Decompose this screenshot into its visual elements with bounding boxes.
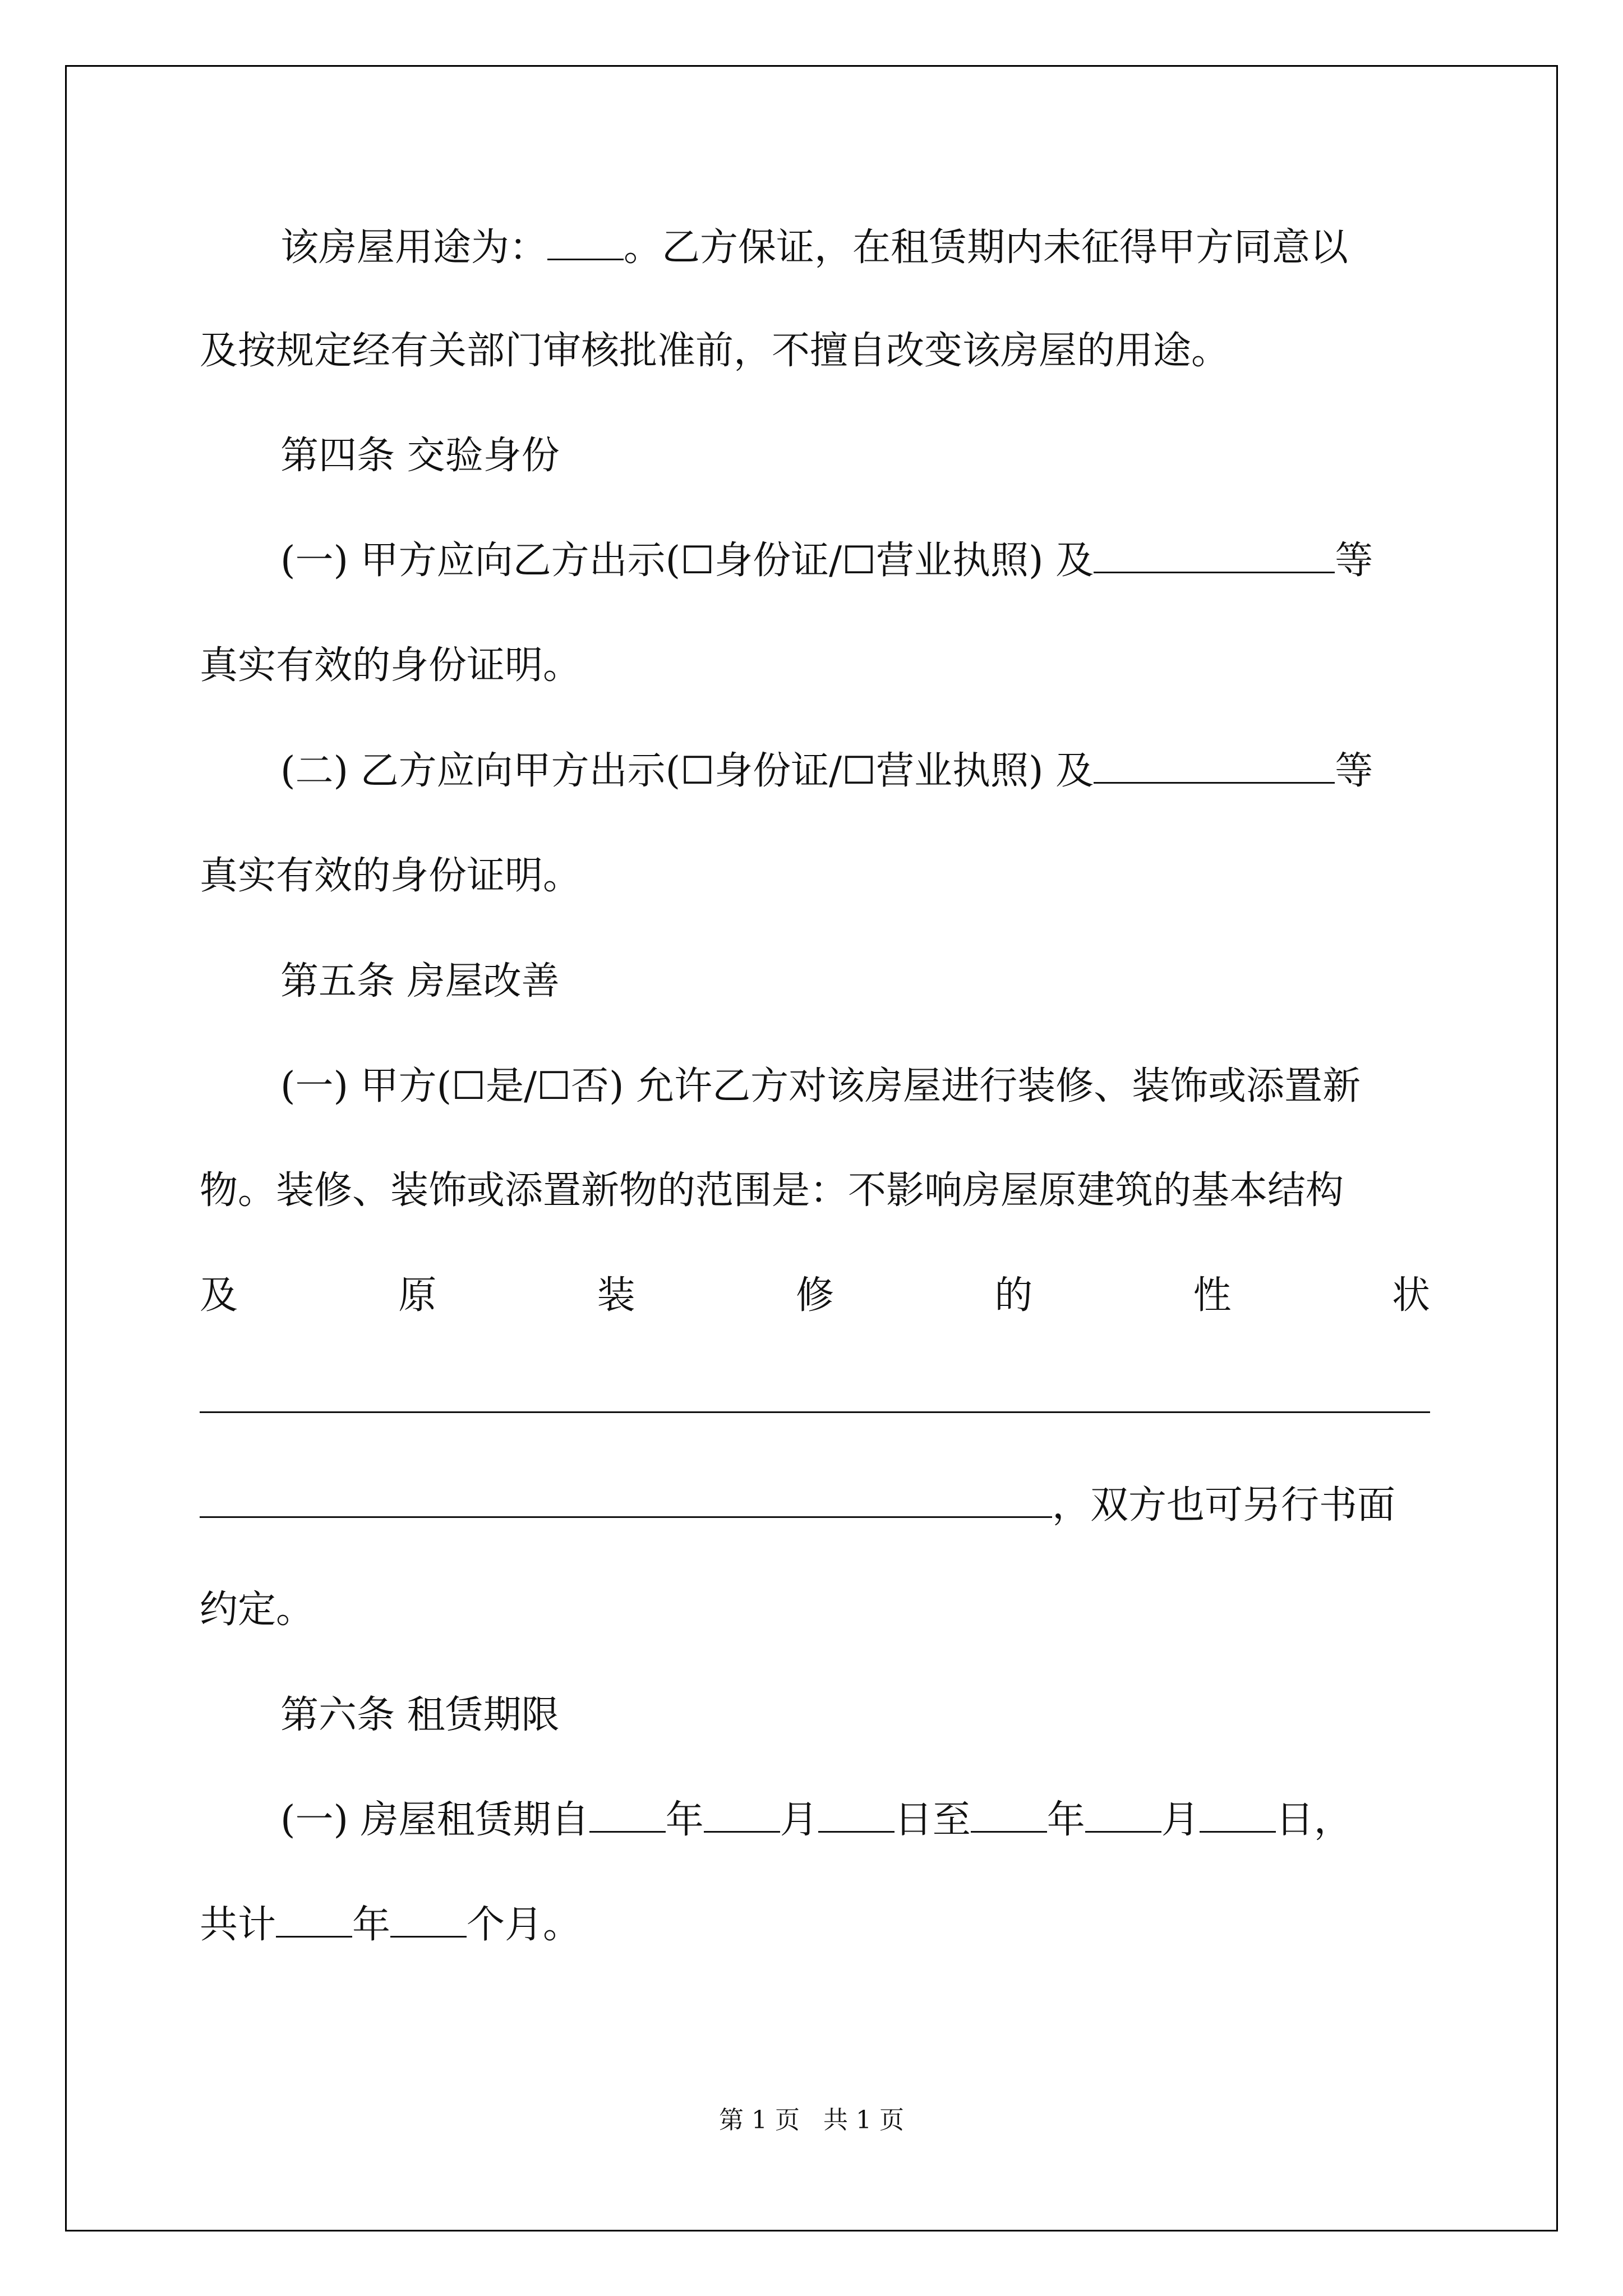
text-segment: 月 — [1161, 1798, 1200, 1842]
char: 及 — [200, 1273, 238, 1318]
fill-blank[interactable] — [1200, 1797, 1276, 1833]
char: 状 — [1391, 1273, 1430, 1318]
text-line: 物。装修、装饰或添置新物的范围是：不影响房屋原建筑的基本结构 — [200, 1168, 1344, 1213]
text-segment: 年 — [352, 1903, 391, 1947]
fill-blank[interactable] — [818, 1797, 895, 1833]
text-line: 及按规定经有关部门审核批准前，不擅自改变该房屋的用途。 — [200, 329, 1230, 373]
text-segment: 。乙方保证，在租赁期内未征得甲方同意以 — [624, 226, 1349, 270]
text-line — [280, 743, 1430, 799]
section-heading: 第五条 房屋改善 — [280, 959, 560, 1004]
char: 修 — [795, 1273, 834, 1318]
text-segment: 等 — [1335, 539, 1373, 583]
text-line: 真实有效的身份证明。 — [200, 854, 582, 898]
fill-blank[interactable] — [589, 1797, 666, 1833]
text-line — [280, 1792, 1430, 1848]
char: 原 — [398, 1273, 437, 1318]
text-line — [200, 1478, 1430, 1534]
text-segment: 日， — [1275, 1798, 1352, 1842]
text-line: (一) 甲方(☐是/☐否) 允许乙方对该房屋进行装修、装饰或添置新 — [280, 1064, 1361, 1108]
text-line — [280, 533, 1430, 589]
text-segment: 日至 — [894, 1798, 971, 1842]
fill-blank[interactable] — [200, 1378, 1430, 1413]
fill-blank[interactable] — [1094, 748, 1335, 784]
text-segment: 个月。 — [467, 1903, 582, 1947]
text-segment: ，双方也可另行书面 — [1052, 1483, 1396, 1527]
page-footer — [0, 2104, 1623, 2137]
total-pages: 共 1 页 — [823, 2106, 904, 2134]
char: 性 — [1193, 1273, 1232, 1318]
fill-blank[interactable] — [547, 225, 624, 260]
text-line — [200, 1897, 1430, 1953]
justified-text-line — [200, 1268, 1430, 1324]
text-segment: (一) 房屋租赁期自 — [280, 1798, 589, 1842]
fill-blank[interactable] — [971, 1797, 1047, 1833]
text-line: 真实有效的身份证明。 — [200, 643, 582, 688]
fill-blank[interactable] — [276, 1902, 352, 1938]
section-heading: 第六条 租赁期限 — [280, 1693, 560, 1737]
text-segment: 该房屋用途为： — [280, 226, 548, 270]
page-number: 第 1 页 — [719, 2106, 800, 2134]
char: 装 — [597, 1273, 635, 1318]
text-segment: (一) 甲方应向乙方出示(☐身份证/☐营业执照) 及 — [280, 539, 1094, 583]
text-segment: 等 — [1335, 749, 1373, 793]
text-segment: 年 — [665, 1798, 704, 1842]
text-segment: 月 — [780, 1798, 818, 1842]
fill-blank[interactable] — [390, 1902, 467, 1938]
text-segment: (二) 乙方应向甲方出示(☐身份证/☐营业执照) 及 — [280, 749, 1094, 793]
fill-blank[interactable] — [200, 1483, 1052, 1518]
text-line: 约定。 — [200, 1588, 315, 1632]
fill-blank[interactable] — [1085, 1797, 1161, 1833]
text-line — [280, 220, 1430, 276]
fill-blank[interactable] — [1094, 538, 1335, 573]
section-heading: 第四条 交验身份 — [280, 434, 560, 478]
text-segment: 共计 — [200, 1903, 276, 1947]
char: 的 — [994, 1273, 1033, 1318]
fill-blank[interactable] — [704, 1797, 780, 1833]
text-segment: 年 — [1046, 1798, 1085, 1842]
text-line — [200, 1373, 1430, 1429]
